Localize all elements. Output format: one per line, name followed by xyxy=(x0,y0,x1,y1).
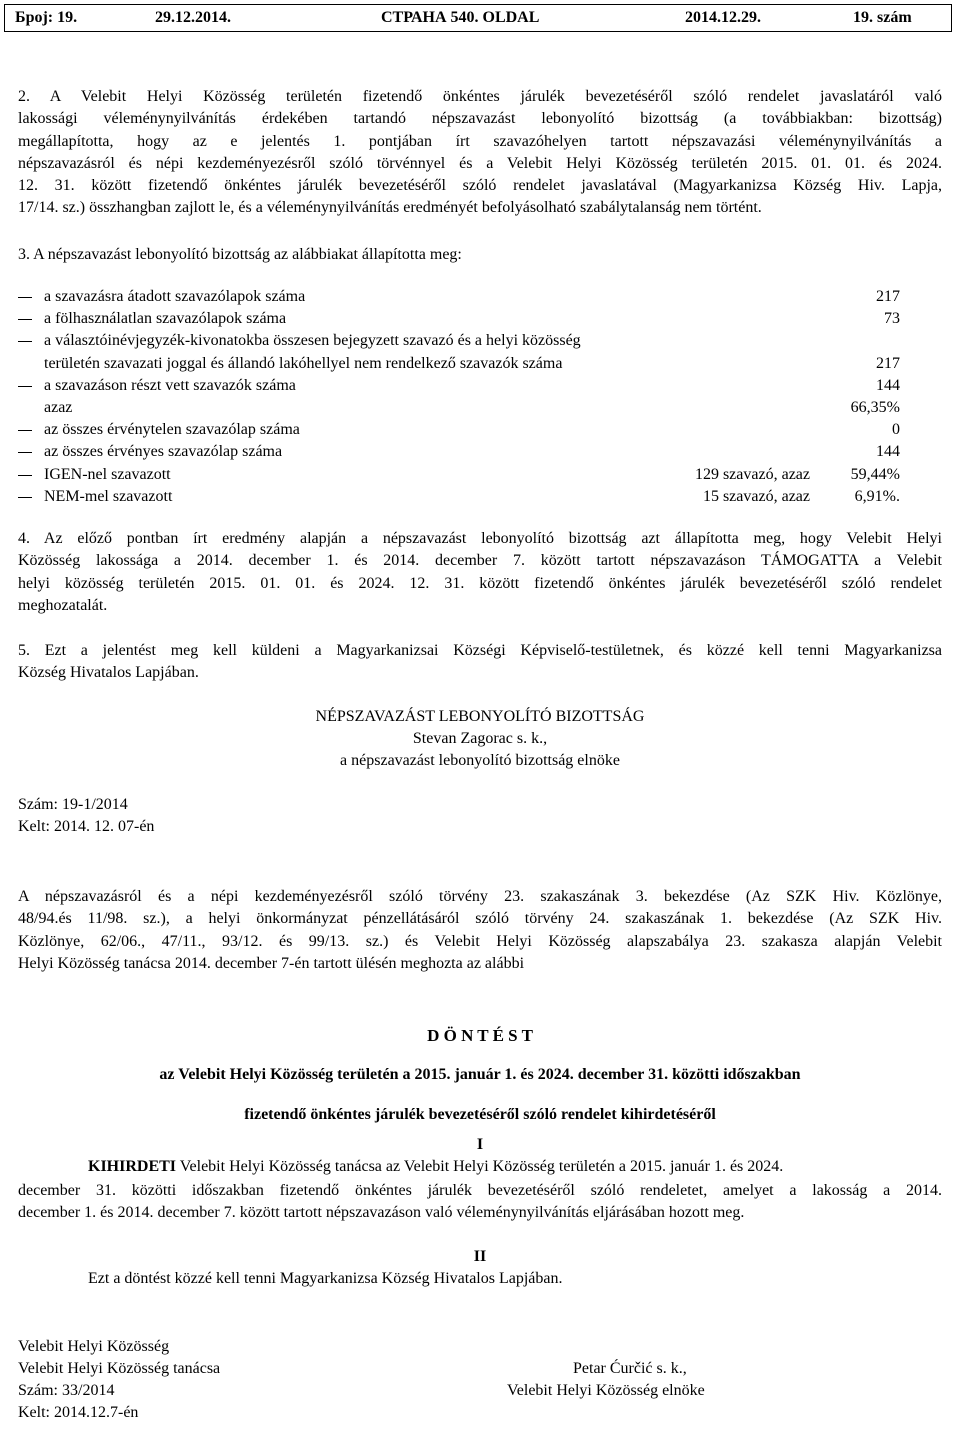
result-label: a szavazásra átadott szavazólapok száma xyxy=(44,288,306,305)
header-issue: 19. szám xyxy=(853,9,912,26)
committee-number: Szám: 19-1/2014 xyxy=(18,796,128,813)
paragraph-2 xyxy=(18,86,942,220)
result-label: IGEN-nel szavazott xyxy=(44,465,171,483)
dash-marker xyxy=(18,497,32,498)
paragraph-line: megállapította, hogy az e jelentés 1. pontjában írt szavazóhelyen tartott népszavazási véleménynyilvánítás a xyxy=(18,132,942,150)
results-list xyxy=(18,286,900,508)
footer-number: Szám: 33/2014 xyxy=(18,1382,115,1399)
result-value: 73 xyxy=(884,310,900,328)
paragraph-line: 48/94.és 11/98. sz.), a helyi önkormányzat pénzellátásáról szóló törvény 24. szakaszának 1. bekezdése (Az SZK Hiv. xyxy=(18,910,942,928)
paragraph-line: Közlönye, 62/06., 47/11., 93/12. és 99/13. sz.) és Velebit Helyi Közösség alapszabálya 23. szakasza alapján Velebit xyxy=(18,932,942,950)
result-row xyxy=(18,330,900,352)
decision-subtitle-1: az Velebit Helyi Közösség területén a 2015. január 1. és 2024. december 31. közötti időszakban xyxy=(159,1066,801,1083)
header-broj: Број: 19. xyxy=(15,9,78,26)
decision-title: D Ö N T É S T xyxy=(427,1026,533,1045)
footer-signer: Petar Ćurčić s. k., xyxy=(573,1360,687,1377)
result-label: a fölhasználatlan szavazólapok száma xyxy=(44,310,287,328)
result-row xyxy=(18,464,900,486)
result-row xyxy=(18,486,900,508)
paragraph-line: 12. 31. között fizetendő önkéntes járulék bevezetéséről szóló rendelet javaslatával (Magyarkanizsa Község Hiv. Lapja, xyxy=(18,177,942,195)
result-value: 6,91%. xyxy=(854,487,900,505)
dash-marker xyxy=(18,319,32,320)
result-row xyxy=(18,353,900,375)
result-label: a szavazáson részt vett szavazók száma xyxy=(44,376,296,394)
header-date: 2014.12.29. xyxy=(685,9,761,26)
section-2-text: Ezt a döntést közzé kell tenni Magyarkanizsa Község Hivatalos Lapjában. xyxy=(88,1270,563,1287)
header-page: СТРАНА 540. OLDAL xyxy=(381,9,540,26)
section-1-first-line xyxy=(88,1158,783,1176)
paragraph-line: 5. Ezt a jelentést meg kell küldeni a Magyarkanizsai Községi Képviselő-testületnek, és közzé kell tenni Magyarkanizsa xyxy=(18,642,942,659)
result-value: 59,44% xyxy=(850,465,900,483)
paragraph-line: 4. Az előző pontban írt eredmény alapján a népszavazást lebonyolító bizottság azt állapította meg, hogy Velebit Helyi xyxy=(18,530,942,547)
result-row xyxy=(18,286,900,308)
page-header xyxy=(4,4,952,32)
result-label: azaz xyxy=(44,398,73,416)
result-row xyxy=(18,308,900,330)
paragraph-line: Helyi Közösség tanácsa 2014. december 7-én tartott ülésén meghozta az alábbi xyxy=(18,954,525,972)
result-row xyxy=(18,441,900,463)
result-value: 217 xyxy=(876,354,900,372)
result-label: az összes érvényes szavazólap száma xyxy=(44,443,283,461)
result-label: területén szavazati joggal és állandó lakóhellyel nem rendelkező szavazók száma xyxy=(44,354,563,372)
footer-date: Kelt: 2014.12.7-én xyxy=(18,1404,139,1421)
paragraph-4 xyxy=(18,528,942,617)
section-1-numeral: I xyxy=(476,1136,484,1153)
paragraph-3-intro: 3. A népszavazást lebonyolító bizottság az alábbiakat állapította meg: xyxy=(18,246,462,263)
paragraph-line: Község Hivatalos Lapjában. xyxy=(18,664,199,682)
decision-subtitle-2: fizetendő önkéntes járulék bevezetéséről szóló rendelet kihirdetéséről xyxy=(244,1106,716,1123)
result-votes: 15 szavazó, azaz xyxy=(702,487,810,505)
paragraph-5 xyxy=(18,640,942,685)
result-value: 217 xyxy=(876,288,900,305)
result-row xyxy=(18,397,900,419)
dash-marker xyxy=(18,475,32,476)
result-row xyxy=(18,419,900,441)
header-date-cyrillic: 29.12.2014. xyxy=(155,9,231,26)
paragraph-line: Közösség lakossága a 2014. december 1. és 2014. december 7. között tartott népszavazáson TÁMOGATTA a Velebit xyxy=(18,552,942,570)
legal-basis xyxy=(18,886,942,975)
paragraph-line: 2. A Velebit Helyi Közösség területén fizetendő önkéntes járulék bevezetéséről szóló rendelet javaslatáról való xyxy=(18,88,942,105)
section-2-numeral: II xyxy=(473,1248,487,1265)
result-value: 144 xyxy=(876,376,900,394)
committee-name: NÉPSZAVAZÁST LEBONYOLÍTÓ BIZOTTSÁG xyxy=(315,708,645,725)
paragraph-line: lakossági véleménynyilvánítás érdekében tartandó népszavazást lebonyolító bizottság (a továbbiakban: bizottság) xyxy=(18,110,942,128)
result-row xyxy=(18,375,900,397)
result-value: 66,35% xyxy=(850,398,900,416)
paragraph-line: népszavazásról és népi kezdeményezésről szóló törvénnyel és a Velebit Helyi Közösség területén 2015. 01. 01. és 2024. xyxy=(18,154,942,172)
result-label: NEM-mel szavazott xyxy=(44,487,173,505)
committee-date: Kelt: 2014. 12. 07-én xyxy=(18,818,155,835)
dash-marker xyxy=(18,297,32,298)
dash-marker xyxy=(18,452,32,453)
footer-signer-role: Velebit Helyi Közösség elnöke xyxy=(507,1382,705,1399)
paragraph-line: december 1. és 2014. december 7. között tartott népszavazáson való véleménynyilvánítás eljárásában hozott meg. xyxy=(18,1204,745,1222)
result-label: az összes érvénytelen szavazólap száma xyxy=(44,421,300,439)
paragraph-line: 17/14. sz.) összhangban zajlott le, és a véleménynyilvánítás eredményét befolyásolható szabálytalanság nem történt. xyxy=(18,199,762,217)
result-votes: 129 szavazó, azaz xyxy=(694,465,810,483)
dash-marker xyxy=(18,341,32,342)
paragraph-line: helyi közösség területén 2015. 01. 01. és 2024. 12. 31. között fizetendő önkéntes járulék bevezetéséről szóló rendelet xyxy=(18,574,942,592)
section-1-body xyxy=(18,1180,942,1225)
result-label: a választóinévjegyzék-kivonatokba összesen bejegyzett szavazó és a helyi közösség xyxy=(44,332,581,350)
dash-marker xyxy=(18,430,32,431)
paragraph-line: december 31. közötti időszakban fizetendő önkéntes járulék bevezetéséről szóló rendeletet, amelyet a lakosság a 2014. xyxy=(18,1182,942,1199)
paragraph-line: meghozatalát. xyxy=(18,596,108,614)
section-1-line-rest: Velebit Helyi Közösség tanácsa az Velebit Helyi Közösség területén a 2015. január 1. és 2024. xyxy=(176,1158,784,1175)
result-value: 144 xyxy=(876,443,900,461)
paragraph-line: A népszavazásról és a népi kezdeményezésről szóló törvény 23. szakaszának 3. bekezdése (Az SZK Hiv. Közlönye, xyxy=(18,888,942,905)
dash-marker xyxy=(18,386,32,387)
committee-role: a népszavazást lebonyolító bizottság elnöke xyxy=(340,752,620,769)
result-value: 0 xyxy=(892,421,900,439)
section-1-lead: KIHIRDETI xyxy=(88,1158,177,1175)
committee-chair: Stevan Zagorac s. k., xyxy=(412,730,548,747)
footer-org: Velebit Helyi Közösség xyxy=(18,1338,170,1355)
footer-council: Velebit Helyi Közösség tanácsa xyxy=(18,1360,221,1377)
